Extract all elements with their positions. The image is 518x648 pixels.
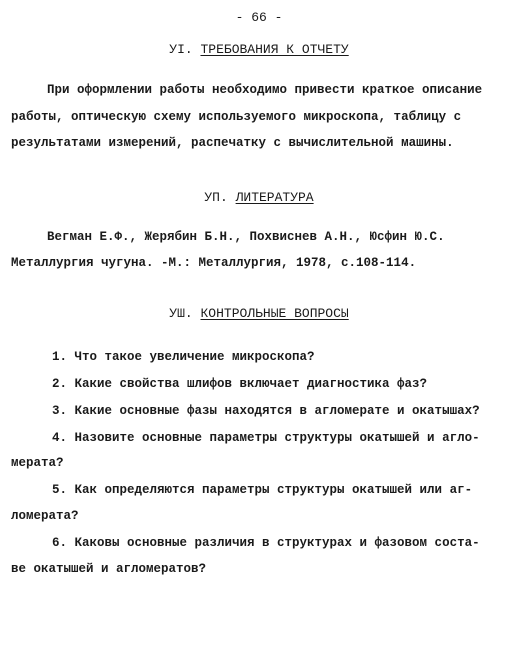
section-heading-requirements	[0, 42, 518, 57]
section-number: УП.	[204, 190, 228, 205]
page-number: - 66 -	[235, 10, 283, 25]
section-title: ЛИТЕРАТУРА	[235, 190, 314, 205]
reference-line: Вегман Е.Ф., Жерябин Б.Н., Похвиснев А.Н., Юсфин Ю.С.	[47, 230, 445, 244]
section-number: УI.	[169, 42, 193, 57]
paragraph-line: работы, оптическую схему используемого микроскопа, таблицу с	[11, 110, 462, 124]
question-line: мерата?	[11, 456, 64, 470]
question-line: ве окатышей и агломератов?	[11, 562, 207, 576]
paragraph-line: При оформлении работы необходимо привести краткое описание	[47, 83, 483, 97]
question-line: 3. Какие основные фазы находятся в агломерате и окатышах?	[52, 404, 480, 418]
question-line: ломерата?	[11, 509, 79, 523]
question-line: 6. Каковы основные различия в структурах и фазовом соста-	[52, 536, 480, 550]
reference-line: Металлургия чугуна. -М.: Металлургия, 1978, с.108-114.	[11, 256, 417, 270]
section-heading-literature	[0, 190, 518, 205]
section-title: ТРЕБОВАНИЯ К ОТЧЕТУ	[200, 42, 349, 57]
question-line: 2. Какие свойства шлифов включает диагностика фаз?	[52, 377, 428, 391]
section-title: КОНТРОЛЬНЫЕ ВОПРОСЫ	[200, 306, 349, 321]
question-line: 4. Назовите основные параметры структуры окатышей и агло-	[52, 431, 480, 445]
section-heading-questions	[0, 306, 518, 321]
question-line: 1. Что такое увеличение микроскопа?	[52, 350, 315, 364]
section-number: УШ.	[169, 306, 193, 321]
paragraph-line: результатами измерений, распечатку с вычислительной машины.	[11, 136, 454, 150]
question-line: 5. Как определяются параметры структуры окатышей или аг-	[52, 483, 473, 497]
